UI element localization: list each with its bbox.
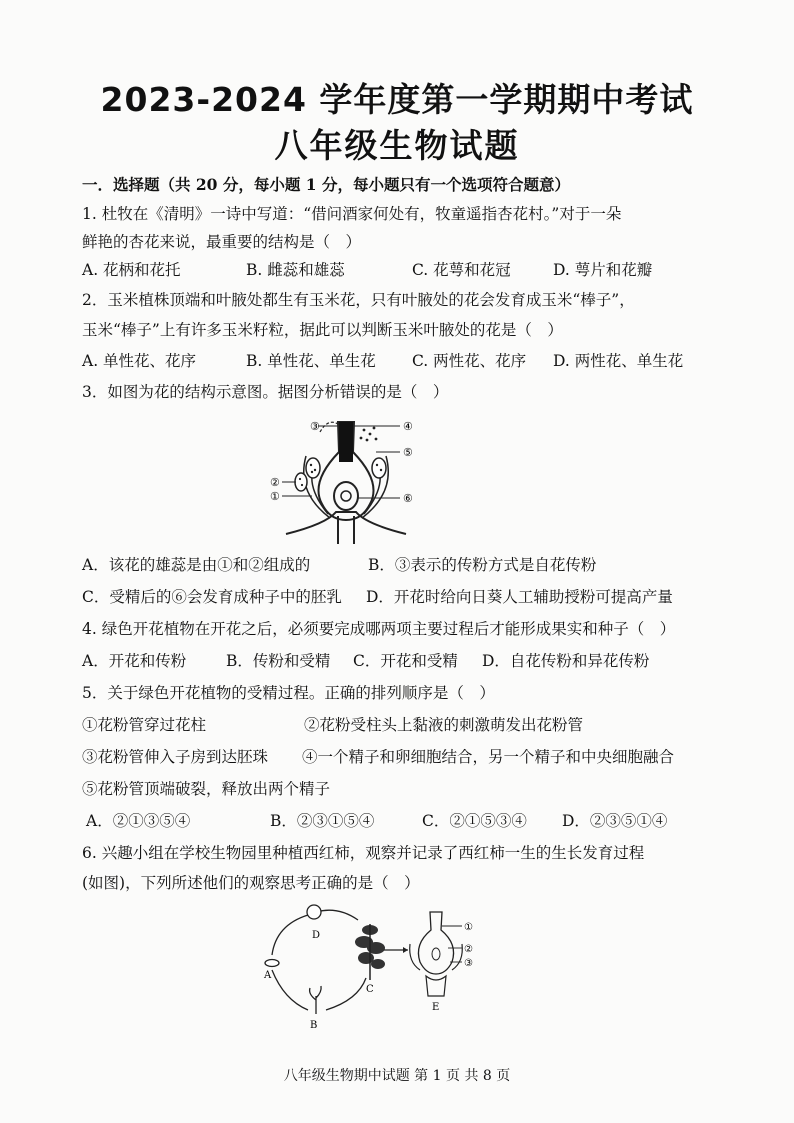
label-1: ① [464,922,473,933]
q4-option-b: B．传粉和受精 [226,652,331,670]
label-b: B [310,1020,318,1030]
q5-step-1: ①花粉管穿过花柱 [82,716,207,734]
section-heading: 一．选择题（共 20 分，每小题 1 分，每小题只有一个选项符合题意） [82,175,570,194]
q5-option-d: D．②③⑤①④ [562,812,668,830]
label-a: A [264,970,272,981]
pollen-dots [360,427,378,442]
seed-shape [265,960,279,967]
q3-option-b: B．③表示的传粉方式是自花传粉 [368,556,597,574]
q1-option-d: D. 萼片和花瓣 [553,261,653,279]
label-1: ① [270,490,280,503]
receptacle-shape [286,512,406,534]
exam-subtitle: 八年级生物试题 [274,126,520,165]
q4-option-a: A．开花和传粉 [82,652,187,670]
exam-title: 2023-2024 学年度第一学期期中考试 [100,80,694,119]
tomato-lifecycle-diagram [258,900,498,1030]
left-anther [306,458,320,478]
style-shape [339,422,353,462]
label-3: ③ [464,958,473,969]
outer-anther [295,473,307,491]
q2-stem-line1: 2．玉米植株顶端和叶腋处都生有玉米花，只有叶腋处的花会发育成玉米“棒子”， [82,291,635,309]
q3-option-d: D．开花时给向日葵人工辅助授粉可提高产量 [366,588,673,606]
cycle-arrow-b-c [326,978,366,1010]
label-d: D [312,930,321,941]
q1-option-c: C. 花萼和花冠 [412,261,511,279]
q5-step-2: ②花粉受柱头上黏液的刺激萌发出花粉管 [304,716,584,734]
q2-option-d: D. 两性花、单生花 [553,352,684,370]
q5-step-4: ④一个精子和卵细胞结合，另一个精子和中央细胞融合 [302,748,675,766]
q4-stem: 4. 绿色开花植物在开花之后，必须要完成哪两项主要过程后才能形成果实和种子（ ） [82,620,676,638]
q1-option-b: B. 雌蕊和雄蕊 [246,261,345,279]
q3-stem: 3．如图为花的结构示意图。据图分析错误的是（ ） [82,383,449,401]
pollination-arrow [320,422,338,432]
q5-step-3: ③花粉管伸入子房到达胚珠 [82,748,269,766]
q1-stem-line1: 1. 杜牧在《清明》一诗中写道：“借问酒家何处有，牧童遥指杏花村。”对于一朵 [82,205,622,223]
label-6: ⑥ [403,492,413,505]
label-c: C [366,984,374,995]
label-4: ④ [403,420,413,433]
label-e: E [432,1002,440,1013]
q3-option-a: A．该花的雄蕊是由①和②组成的 [82,556,311,574]
cycle-arrow-d-a [272,915,308,955]
q5-option-a: A．②①③⑤④ [86,812,191,830]
fruit-shape [307,905,321,919]
q6-stem-line2: (如图)，下列所述他们的观察思考正确的是（ ） [82,874,420,892]
ovule-shape [334,482,358,510]
label-5: ⑤ [403,446,413,459]
cycle-arrow-a-b [272,970,308,1010]
label-2: ② [464,944,473,955]
label-3: ③ [310,420,320,433]
right-anther [372,458,386,478]
q5-step-5: ⑤花粉管顶端破裂，释放出两个精子 [82,780,331,798]
q3-option-c: C．受精后的⑥会发育成种子中的胚乳 [82,588,342,606]
q1-stem-line2: 鲜艳的杏花来说，最重要的结构是（ ） [82,233,362,251]
q4-option-d: D．自花传粉和异花传粉 [482,652,650,670]
q5-option-c: C．②①⑤③④ [422,812,527,830]
q1-option-a: A. 花柄和花托 [82,261,181,279]
cycle-arrow-c-d [316,910,358,920]
q2-option-a: A. 单性花、花序 [82,352,197,370]
page-footer: 八年级生物期中试题 第 1 页 共 8 页 [283,1068,511,1084]
seedling-shape [310,986,322,1014]
label-2: ② [270,476,280,489]
q6-stem-line1: 6. 兴趣小组在学校生物园里种植西红柿，观察并记录了西红柿一生的生长发育过程 [82,844,645,862]
q2-option-b: B. 单性花、单生花 [246,352,376,370]
flower-section-shape [418,912,453,974]
q4-option-c: C．开花和受精 [353,652,458,670]
q5-stem: 5．关于绿色开花植物的受精过程。正确的排列顺序是（ ） [82,684,495,702]
q2-option-c: C. 两性花、花序 [412,352,527,370]
q5-option-b: B．②③①⑤④ [270,812,375,830]
q2-stem-line2: 玉米“棒子”上有许多玉米籽粒，据此可以判断玉米叶腋处的花是（ ） [82,321,563,339]
flower-structure-diagram [266,412,426,544]
